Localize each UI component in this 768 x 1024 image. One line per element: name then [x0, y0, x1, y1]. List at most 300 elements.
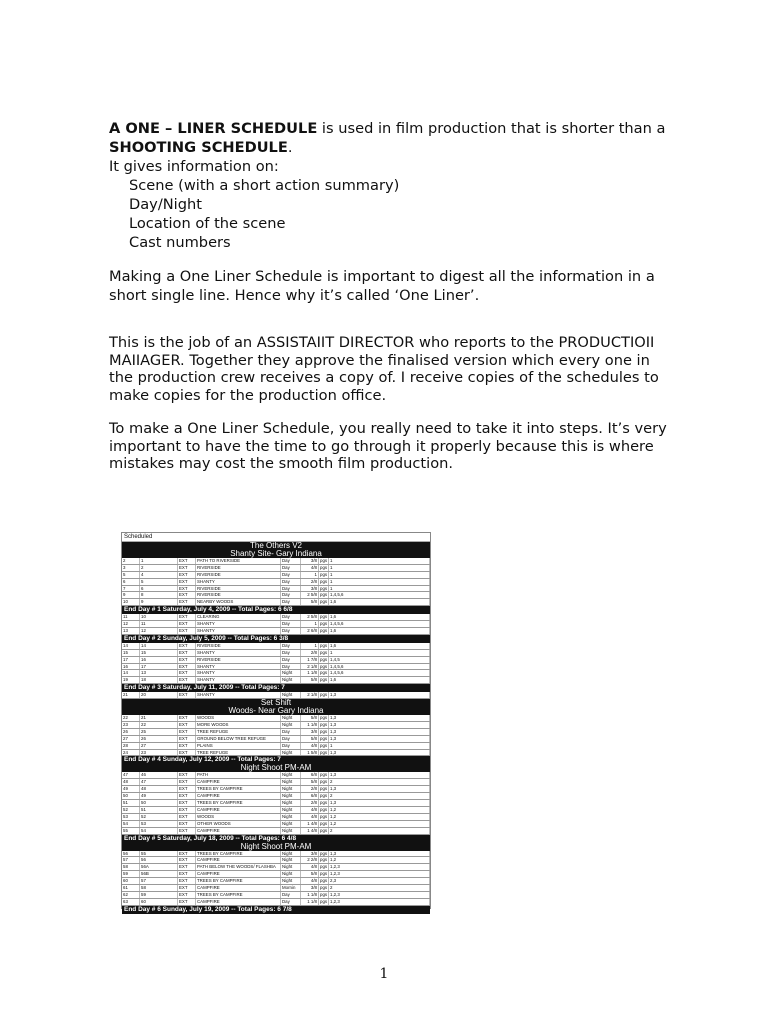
paragraph-importance: Making a One Liner Schedule is important to digest all the information in a short single line. Hence why it’s called ‘One Liner’. [109, 268, 655, 304]
schedule-cell: Night [281, 793, 301, 799]
schedule-cell: MORE WOODS [196, 722, 281, 728]
info-item: Day/Night [129, 196, 202, 213]
schedule-row [122, 828, 430, 835]
schedule-cell: 1,6 [329, 628, 430, 634]
schedule-cell: 56B [140, 871, 178, 877]
schedule-row [122, 750, 430, 757]
schedule-cell: Day [281, 643, 301, 649]
schedule-cell: 1,4,5,6 [329, 621, 430, 627]
schedule-cell: PATH [196, 772, 281, 778]
intro-sentence [109, 119, 669, 157]
schedule-cell: RIVERSIDE [196, 586, 281, 592]
schedule-cell: EXT [178, 871, 196, 877]
schedule-cell: 1,3 [329, 715, 430, 721]
schedule-row [122, 878, 430, 885]
schedule-cell: 1 [301, 643, 319, 649]
schedule-cell: Night [281, 772, 301, 778]
schedule-cell: 26 [122, 729, 140, 735]
schedule-cell: Day [281, 628, 301, 634]
schedule-cell: SHANTY [196, 621, 281, 627]
schedule-end-day-bar: End Day # 5 Saturday, July 18, 2009 -- Total Pages: 6 4/8 [122, 835, 430, 843]
schedule-cell: 61 [122, 885, 140, 891]
schedule-cell: 1 [329, 650, 430, 656]
schedule-cell: 1,2 [329, 821, 430, 827]
schedule-cell: 24 [122, 750, 140, 756]
schedule-cell: 54 [122, 821, 140, 827]
schedule-cell: 6 [122, 579, 140, 585]
schedule-cell: 1 [301, 572, 319, 578]
schedule-cell: 58 [122, 864, 140, 870]
schedule-row [122, 664, 430, 671]
schedule-cell: 1 5/8 [301, 750, 319, 756]
schedule-cell: Night [281, 857, 301, 863]
schedule-row [122, 657, 430, 664]
schedule-cell: 2/8 [301, 650, 319, 656]
schedule-cell: pgs [320, 614, 328, 620]
schedule-cell: pgs [320, 779, 328, 785]
schedule-cell: pgs [320, 715, 328, 721]
schedule-cell: EXT [178, 892, 196, 898]
schedule-cell: 1,3 [329, 750, 430, 756]
schedule-cell: 1,2,3 [329, 899, 430, 905]
schedule-cell: Day [281, 621, 301, 627]
schedule-cell: 4/8 [301, 864, 319, 870]
schedule-cell: 1,2 [329, 857, 430, 863]
schedule-cell: 1,6 [329, 677, 430, 683]
schedule-cell: Day [281, 599, 301, 605]
schedule-cell: Night [281, 878, 301, 884]
schedule-cell: pgs [320, 621, 328, 627]
schedule-cell: PATH BELOW THE WOODS/ FLASHBA [196, 864, 281, 870]
schedule-row [122, 743, 430, 750]
schedule-cell: 1,3 [329, 800, 430, 806]
schedule-cell: 21 [140, 715, 178, 721]
schedule-cell: 1,3 [329, 772, 430, 778]
schedule-cell: CAMPFIRE [196, 779, 281, 785]
schedule-cell: 9 [122, 592, 140, 598]
schedule-cell: pgs [320, 677, 328, 683]
schedule-cell: pgs [320, 827, 328, 833]
schedule-cell: Night [281, 677, 301, 683]
schedule-cell: 1,4,5 [329, 657, 430, 663]
schedule-row [122, 779, 430, 786]
schedule-cell: 53 [140, 821, 178, 827]
schedule-end-day-bar: End Day # 3 Saturday, July 11, 2009 -- Total Pages: 7 [122, 684, 430, 692]
schedule-cell: 4/8 [301, 743, 319, 749]
schedule-cell: SHANTY [196, 677, 281, 683]
schedule-cell: 2 [329, 779, 430, 785]
schedule-set-title: Woods- Near Gary Indiana [122, 707, 430, 715]
schedule-cell: 6/8 [301, 793, 319, 799]
schedule-cell: CAMPFIRE [196, 807, 281, 813]
schedule-row [122, 572, 430, 579]
schedule-cell: OTHER WOODS [196, 821, 281, 827]
schedule-cell: pgs [320, 656, 328, 662]
schedule-cell: 13 [122, 628, 140, 634]
schedule-cell: 5/8 [301, 677, 319, 683]
schedule-cell: 3/8 [301, 851, 319, 857]
schedule-cell: Day [281, 899, 301, 905]
schedule-cell: EXT [178, 586, 196, 592]
schedule-cell: 1 [140, 558, 178, 564]
intro-block [109, 119, 669, 252]
schedule-cell: 12 [122, 621, 140, 627]
schedule-row [122, 793, 430, 800]
schedule-cell: 53 [122, 814, 140, 820]
schedule-cell: 1,3 [329, 851, 430, 857]
paragraph-steps: To make a One Liner Schedule, you really need to take it into steps. It’s very important to have the time to go through it properly because this is where mistakes may cost the smooth film production. [109, 420, 667, 472]
schedule-row [122, 579, 430, 586]
schedule-cell: EXT [178, 677, 196, 683]
schedule-cell: 59 [122, 871, 140, 877]
schedule-cell: Night [281, 851, 301, 857]
schedule-cell: 2 [140, 565, 178, 571]
schedule-cell: Day [281, 565, 301, 571]
schedule-cell: 3/8 [301, 885, 319, 891]
schedule-cell: TREES BY CAMPFIRE [196, 892, 281, 898]
schedule-cell: 55 [122, 828, 140, 834]
schedule-cell: Day [281, 664, 301, 670]
schedule-cell: 10 [122, 599, 140, 605]
schedule-row [122, 899, 430, 906]
schedule-row [122, 592, 430, 599]
schedule-row [122, 586, 430, 593]
schedule-cell: 15 [122, 650, 140, 656]
info-item: Scene (with a short action summary) [129, 177, 400, 194]
schedule-cell: SHANTY [196, 579, 281, 585]
schedule-cell: TREES BY CAMPFIRE [196, 878, 281, 884]
schedule-cell: 5/8 [301, 599, 319, 605]
schedule-row [122, 650, 430, 657]
schedule-cell: Day [281, 592, 301, 598]
schedule-cell: pgs [320, 558, 328, 563]
schedule-row [122, 628, 430, 635]
schedule-cell: 23 [122, 722, 140, 728]
schedule-cell: 1 1/8 [301, 670, 319, 676]
schedule-end-day-bar: End Day # 6 Sunday, July 19, 2009 -- Total Pages: 6 7/8 [122, 906, 430, 914]
schedule-cell: GROUND BELOW TREE REFUGE [196, 736, 281, 742]
schedule-cell: EXT [178, 628, 196, 634]
schedule-row [122, 786, 430, 793]
schedule-cell: EXT [178, 722, 196, 728]
schedule-cell: 16 [122, 664, 140, 670]
schedule-cell: 58 [140, 885, 178, 891]
schedule-cell: 4 [140, 572, 178, 578]
schedule-cell: 49 [122, 786, 140, 792]
schedule-cell: SHANTY [196, 650, 281, 656]
schedule-cell: 1 4/8 [301, 821, 319, 827]
schedule-cell: pgs [320, 692, 328, 698]
schedule-cell: pgs [320, 722, 328, 728]
schedule-cell: 9 [140, 599, 178, 605]
schedule-cell: EXT [178, 599, 196, 605]
schedule-cell: 1,2 [329, 807, 430, 813]
schedule-cell: RIVERSIDE [196, 572, 281, 578]
schedule-cell: 2/8 [301, 800, 319, 806]
schedule-cell: Night [281, 821, 301, 827]
schedule-cell: WOODS [196, 814, 281, 820]
schedule-cell: Night [281, 692, 301, 698]
schedule-row [122, 670, 430, 677]
schedule-cell: pgs [320, 898, 328, 904]
schedule-cell: 4/8 [301, 878, 319, 884]
schedule-cell: 13 [140, 670, 178, 676]
schedule-cell: 6/8 [301, 772, 319, 778]
schedule-cell: pgs [320, 891, 328, 897]
schedule-row [122, 729, 430, 736]
schedule-row [122, 800, 430, 807]
schedule-cell: Night [281, 800, 301, 806]
schedule-cell: 50 [122, 793, 140, 799]
schedule-cell: 2 [329, 885, 430, 891]
schedule-cell: 63 [122, 899, 140, 905]
schedule-cell: 1,6 [329, 643, 430, 649]
gives-info-line: It gives information on: [109, 158, 279, 175]
schedule-cell: 1 [329, 579, 430, 585]
schedule-cell: Night [281, 779, 301, 785]
schedule-cell: 62 [122, 892, 140, 898]
schedule-cell: 16 [140, 657, 178, 663]
schedule-cell: TREES BY CAMPFIRE [196, 851, 281, 857]
schedule-cell: Night [281, 807, 301, 813]
schedule-cell: pgs [320, 642, 328, 648]
schedule-cell: EXT [178, 828, 196, 834]
schedule-cell: 4/8 [301, 807, 319, 813]
schedule-cell: EXT [178, 743, 196, 749]
schedule-cell: 52 [122, 807, 140, 813]
schedule-cell: Day [281, 586, 301, 592]
schedule-cell: pgs [320, 735, 328, 741]
schedule-cell: TREES BY CAMPFIRE [196, 800, 281, 806]
schedule-cell: 56A [140, 864, 178, 870]
schedule-row [122, 736, 430, 743]
schedule-cell: 1,3 [329, 722, 430, 728]
schedule-cell: pgs [320, 564, 328, 570]
schedule-end-day-bar: End Day # 1 Saturday, July 4, 2009 -- Total Pages: 6 6/8 [122, 606, 430, 614]
schedule-cell: 3/8 [301, 558, 319, 564]
schedule-cell: SHANTY [196, 692, 281, 698]
schedule-set-title: Night Shoot PM-AM [122, 843, 430, 851]
schedule-cell: NEARBY WOODS [196, 599, 281, 605]
schedule-cell: 48 [122, 779, 140, 785]
schedule-cell: 19 [122, 677, 140, 683]
schedule-cell: 2 1/8 [301, 692, 319, 698]
schedule-cell: SHANTY [196, 670, 281, 676]
schedule-cell: Night [281, 786, 301, 792]
schedule-cell: 56 [140, 857, 178, 863]
schedule-cell: pgs [320, 670, 328, 676]
schedule-cell: 1,3 [329, 786, 430, 792]
schedule-set-title: Shanty Site- Gary Indiana [122, 550, 430, 558]
one-liner-term: A ONE – LINER SCHEDULE [109, 120, 318, 137]
schedule-cell: Night [281, 750, 301, 756]
schedule-cell: CLEARING [196, 614, 281, 620]
schedule-cell: 11 [122, 614, 140, 620]
schedule-cell: 48 [140, 786, 178, 792]
schedule-cell: EXT [178, 885, 196, 891]
schedule-cell: pgs [320, 599, 328, 605]
schedule-cell: 25 [140, 729, 178, 735]
schedule-cell: 51 [140, 807, 178, 813]
schedule-body [122, 542, 430, 914]
schedule-cell: 1 1/8 [301, 892, 319, 898]
schedule-cell: EXT [178, 800, 196, 806]
schedule-cell: 2/8 [301, 786, 319, 792]
schedule-cell: 47 [122, 772, 140, 778]
schedule-cell: pgs [320, 592, 328, 598]
schedule-cell: 1 [329, 558, 430, 564]
schedule-cell: EXT [178, 565, 196, 571]
schedule-row [122, 772, 430, 779]
schedule-cell: TREE REFUGE [196, 729, 281, 735]
schedule-cell: EXT [178, 864, 196, 870]
schedule-cell: pgs [320, 850, 328, 856]
schedule-cell: 3/8 [301, 586, 319, 592]
schedule-row [122, 814, 430, 821]
schedule-cell: EXT [178, 650, 196, 656]
schedule-cell: 60 [140, 899, 178, 905]
schedule-cell: EXT [178, 779, 196, 785]
schedule-row [122, 722, 430, 729]
schedule-cell: 2 2/8 [301, 857, 319, 863]
schedule-cell: 51 [122, 800, 140, 806]
schedule-cell: Day [281, 743, 301, 749]
info-item: Location of the scene [129, 215, 286, 232]
schedule-row [122, 807, 430, 814]
schedule-cell: 1,6 [329, 599, 430, 605]
schedule-header-label: Scheduled [122, 533, 430, 542]
schedule-cell: 27 [122, 736, 140, 742]
schedule-cell: pgs [320, 663, 328, 669]
schedule-cell: SHANTY [196, 664, 281, 670]
schedule-cell: CAMPFIRE [196, 871, 281, 877]
schedule-cell: Day [281, 650, 301, 656]
schedule-cell: EXT [178, 851, 196, 857]
schedule-cell: 1,6 [329, 614, 430, 620]
schedule-cell: EXT [178, 772, 196, 778]
schedule-cell: 1 [329, 586, 430, 592]
schedule-cell: pgs [320, 884, 328, 890]
schedule-cell: pgs [320, 878, 328, 884]
schedule-cell: 46 [140, 772, 178, 778]
schedule-cell: 3 [122, 565, 140, 571]
schedule-cell: Day [281, 572, 301, 578]
schedule-cell: EXT [178, 878, 196, 884]
schedule-cell: 1 7/8 [301, 657, 319, 663]
schedule-cell: 57 [122, 857, 140, 863]
schedule-row [122, 821, 430, 828]
schedule-cell: CAMPFIRE [196, 885, 281, 891]
schedule-cell: RIVERSIDE [196, 643, 281, 649]
schedule-cell: RIVERSIDE [196, 592, 281, 598]
schedule-cell: 2 [329, 793, 430, 799]
schedule-cell: 11 [140, 621, 178, 627]
schedule-cell: EXT [178, 643, 196, 649]
schedule-cell: pgs [320, 772, 328, 778]
schedule-cell: EXT [178, 793, 196, 799]
schedule-cell: 60 [122, 878, 140, 884]
schedule-cell: EXT [178, 592, 196, 598]
schedule-cell: 5 [122, 572, 140, 578]
schedule-cell: PATH TO RIVERSIDE [196, 558, 281, 564]
schedule-set-title: The Others V2 [122, 542, 430, 550]
intro-end: . [287, 139, 293, 156]
schedule-cell: Day [281, 892, 301, 898]
schedule-row [122, 643, 430, 650]
schedule-cell: 1 [329, 743, 430, 749]
schedule-cell: 8 [140, 592, 178, 598]
schedule-cell: 1,3 [329, 692, 430, 698]
schedule-cell: pgs [320, 857, 328, 863]
schedule-end-day-bar: End Day # 2 Sunday, July 5, 2009 -- Total Pages: 6 3/8 [122, 635, 430, 643]
schedule-cell: EXT [178, 692, 196, 698]
schedule-cell: 2 5/8 [301, 592, 319, 598]
schedule-cell: SHANTY [196, 628, 281, 634]
schedule-cell: EXT [178, 670, 196, 676]
schedule-cell: EXT [178, 715, 196, 721]
schedule-cell: 49 [140, 793, 178, 799]
schedule-row [122, 621, 430, 628]
schedule-cell: Day [281, 558, 301, 564]
schedule-cell: 21 [122, 692, 140, 698]
schedule-cell: Night [281, 670, 301, 676]
schedule-cell: 1,2,3 [329, 864, 430, 870]
schedule-cell: pgs [320, 628, 328, 634]
schedule-cell: pgs [320, 578, 328, 584]
schedule-set-title: Night Shoot PM-AM [122, 764, 430, 772]
schedule-row [122, 851, 430, 858]
schedule-cell: 5/8 [301, 871, 319, 877]
one-liner-schedule-image [121, 532, 431, 913]
schedule-cell: EXT [178, 750, 196, 756]
schedule-cell: pgs [320, 786, 328, 792]
schedule-cell: pgs [320, 871, 328, 877]
schedule-cell: 17 [140, 664, 178, 670]
schedule-row [122, 614, 430, 621]
schedule-cell: 6 [140, 586, 178, 592]
schedule-cell: 14 [122, 670, 140, 676]
schedule-cell: EXT [178, 579, 196, 585]
schedule-cell: Day [281, 614, 301, 620]
schedule-cell: Night [281, 814, 301, 820]
schedule-cell: RIVERSIDE [196, 657, 281, 663]
schedule-set-title: Set Shift [122, 699, 430, 707]
schedule-cell: 15 [140, 650, 178, 656]
schedule-cell: 1 1/8 [301, 899, 319, 905]
schedule-cell: 2 [122, 558, 140, 564]
schedule-cell: Day [281, 729, 301, 735]
schedule-cell: TREES BY CAMPFIRE [196, 786, 281, 792]
schedule-cell: TREE REFUGE [196, 750, 281, 756]
schedule-cell: 12 [140, 628, 178, 634]
schedule-cell: 2/8 [301, 579, 319, 585]
schedule-cell: EXT [178, 614, 196, 620]
schedule-row [122, 857, 430, 864]
schedule-cell: EXT [178, 736, 196, 742]
schedule-cell: 2 6/8 [301, 628, 319, 634]
schedule-cell: EXT [178, 821, 196, 827]
schedule-row [122, 864, 430, 871]
schedule-row [122, 892, 430, 899]
schedule-cell: pgs [320, 806, 328, 812]
schedule-cell: 1 4/8 [301, 828, 319, 834]
info-item: Cast numbers [129, 234, 231, 251]
schedule-cell: EXT [178, 572, 196, 578]
schedule-cell: 50 [140, 800, 178, 806]
schedule-cell: 59 [140, 892, 178, 898]
schedule-cell: RIVERSIDE [196, 565, 281, 571]
schedule-cell: 14 [140, 643, 178, 649]
